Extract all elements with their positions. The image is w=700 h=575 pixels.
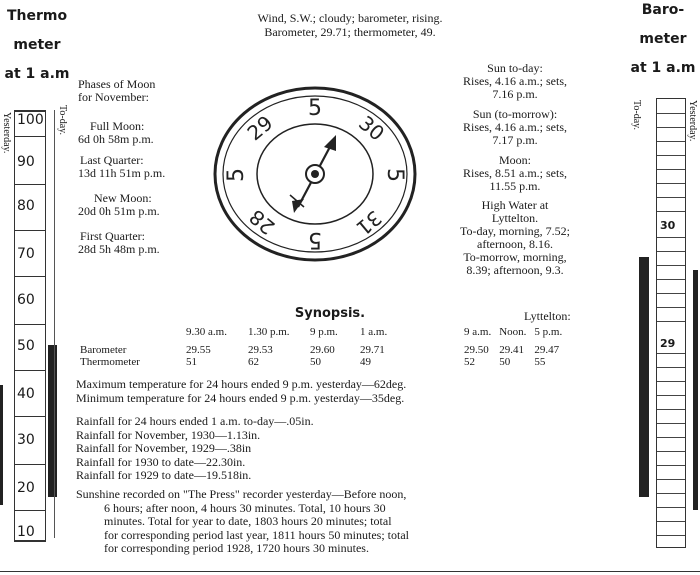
- thermometer-today-label: To-day.: [57, 105, 68, 136]
- last-quarter-time: 13d 11h 51m p.m.: [78, 166, 166, 180]
- cell-value: 55: [534, 356, 546, 368]
- sun-today-line: Rises, 4.16 a.m.; sets,: [463, 74, 567, 88]
- moon-heading: Moon:: [498, 153, 531, 167]
- time-header: 1.30 p.m.: [248, 326, 290, 338]
- barometer-scale: [656, 98, 686, 548]
- row-label: Barometer: [80, 344, 127, 356]
- cell-value: 62: [248, 356, 259, 368]
- thermometer-tick: [15, 136, 45, 137]
- sunshine-block: [76, 488, 636, 556]
- barometer-tick: [657, 279, 685, 280]
- thermometer-tick: [15, 230, 45, 231]
- sun-tomorrow-line: Rises, 4.16 a.m.; sets,: [463, 120, 567, 134]
- dial-number: 5: [224, 168, 249, 182]
- thermometer-title: [0, 8, 74, 82]
- barometer-tick: [657, 535, 685, 536]
- thermometer-tick: [15, 370, 45, 371]
- thermometer-tick: [15, 324, 45, 325]
- cell-value: 50: [310, 356, 321, 368]
- thermometer-scale-label: 90: [17, 154, 35, 170]
- barometer-tick: [657, 465, 685, 466]
- high-water-line: To-morrow, morning,: [463, 250, 567, 264]
- cell-value: 52: [464, 356, 475, 368]
- sunshine-line: minutes. Total for year to date, 1803 hours 20 minutes; total: [104, 514, 392, 528]
- lyttelton-time-header: 9 a.m.: [464, 326, 492, 338]
- cell-value: 29.60: [310, 344, 335, 356]
- high-water-line: Lyttelton.: [491, 211, 539, 225]
- record-line: Rainfall for 1929 to date—19.518in.: [76, 468, 252, 482]
- time-header: 9 p.m.: [310, 326, 338, 338]
- sunshine-line: 6 hours; after noon, 4 hours 30 minutes. Total, 10 hours 30: [104, 500, 386, 515]
- cell-value: 29.47: [534, 344, 560, 356]
- barometer-tick: [657, 293, 685, 294]
- thermometer-scale-label: 70: [17, 246, 35, 262]
- synopsis-table: [76, 326, 566, 368]
- barometer-tick: [657, 493, 685, 494]
- barometer-tick: [657, 155, 685, 156]
- thermometer-tick: [15, 510, 45, 511]
- barometer-tick: [657, 169, 685, 170]
- barometer-title: [626, 2, 700, 76]
- dial-number: 5: [308, 96, 322, 121]
- barometer-mercury-right: [693, 270, 698, 510]
- barometer-tick: [657, 141, 685, 142]
- cell-value: 29.41: [499, 344, 524, 356]
- barometer-tick: [657, 367, 685, 368]
- barometer-tick: [657, 479, 685, 480]
- dial-number: 29: [242, 110, 278, 146]
- thermometer-scale: [14, 110, 46, 542]
- dial-hub-center: [311, 170, 319, 178]
- barometer-tick: [657, 451, 685, 452]
- sun-today-heading: Sun to-day:: [487, 61, 543, 75]
- sun-tomorrow-line: 7.17 p.m.: [492, 133, 538, 147]
- wind-line: Wind, S.W.; cloudy; barometer, rising.: [257, 11, 443, 25]
- barometer-line: Barometer, 29.71; thermometer, 49.: [264, 25, 436, 39]
- thermometer-scale-label: 50: [17, 338, 35, 354]
- sunshine-line: Sunshine recorded on "The Press" recorder yesterday—Before noon,: [76, 487, 407, 501]
- thermometer-scale-label: 20: [17, 480, 35, 496]
- time-header: 9.30 a.m.: [186, 326, 227, 338]
- records-block: [76, 378, 636, 489]
- barometer-tick: [657, 353, 685, 354]
- cell-value: 51: [186, 356, 197, 368]
- barometer-tick: [657, 507, 685, 508]
- barometer-tick: [657, 437, 685, 438]
- first-quarter-time: 28d 5h 48m p.m.: [78, 242, 160, 256]
- sunshine-line: for corresponding period last year, 1811 hours 50 minutes; total: [104, 527, 410, 542]
- moon-line: Rises, 8.51 a.m.; sets,: [463, 166, 567, 180]
- full-moon-label: Full Moon:: [90, 119, 145, 133]
- thermometer-title-line: meter: [13, 37, 61, 53]
- moon-line: 11.55 p.m.: [489, 179, 541, 193]
- record-line: Maximum temperature for 24 hours ended 9 p.m. yesterday—62deg.: [76, 377, 407, 391]
- thermometer-tick: [15, 416, 45, 417]
- first-quarter-label: First Quarter:: [80, 229, 145, 243]
- synopsis-title: Synopsis.: [294, 306, 366, 321]
- barometer-scale-label: 30: [660, 219, 676, 232]
- cell-value: 49: [360, 356, 371, 368]
- barometer-title-line: at 1 a.m: [630, 60, 696, 76]
- new-moon-time: 20d 0h 51m p.m.: [78, 204, 160, 218]
- lyttelton-heading: Lyttelton:: [524, 309, 571, 323]
- sunshine-line: for corresponding period 1928, 1720 hours 30 minutes.: [104, 541, 369, 555]
- record-line: Minimum temperature for 24 hours ended 9 p.m. yesterday—35deg.: [76, 390, 405, 405]
- thermometer-scale-label: 80: [17, 198, 35, 214]
- thermometer-title-line: at 1 a.m: [4, 66, 70, 82]
- row-label: Thermometer: [80, 356, 140, 368]
- sun-today-line: 7.16 p.m.: [492, 87, 538, 101]
- barometer-tick: [657, 113, 685, 114]
- full-moon-time: 6d 0h 58m p.m.: [78, 132, 154, 146]
- moon-phases: [78, 78, 218, 256]
- record-line: Rainfall for November, 1929—.38in: [76, 441, 252, 455]
- thermometer-scale-label: 30: [17, 432, 35, 448]
- record-line: Rainfall for 1930 to date—22.30in.: [76, 454, 246, 469]
- barometer-tick: [657, 423, 685, 424]
- sun-moon-info: [430, 62, 600, 277]
- high-water-line: afternoon, 8.16.: [477, 237, 553, 251]
- thermometer-title-line: Thermo: [6, 8, 68, 24]
- table-row: [76, 344, 566, 356]
- barometer-tick: [657, 237, 685, 238]
- cell-value: 29.50: [464, 344, 489, 356]
- table-row: [76, 356, 566, 368]
- thermometer-tick: [15, 464, 45, 465]
- barometer-tick: [657, 395, 685, 396]
- barometer-tick: [657, 307, 685, 308]
- lyttelton-time-header: 5 p.m.: [534, 326, 563, 338]
- thermometer-mercury-left: [0, 385, 3, 505]
- moon-phases-heading: for November:: [78, 90, 149, 104]
- barometer-tick: [657, 381, 685, 382]
- barometer-tick: [657, 321, 685, 322]
- wind-dial: [212, 85, 418, 263]
- barometer-tick: [657, 183, 685, 184]
- cell-value: 29.53: [248, 344, 273, 356]
- cell-value: 29.55: [186, 344, 211, 356]
- barometer-tick: [657, 127, 685, 128]
- dial-number: 5: [382, 168, 407, 182]
- dial-number: 28: [244, 204, 280, 240]
- thermometer-scale-label: 40: [17, 386, 35, 402]
- dial-number: 31: [351, 205, 387, 241]
- barometer-tick: [657, 409, 685, 410]
- barometer-tick: [657, 265, 685, 266]
- lyttelton-time-header: Noon.: [499, 326, 527, 338]
- thermometer-tick: [15, 276, 45, 277]
- barometer-yesterday-label: Yesterday.: [687, 100, 698, 142]
- thermometer-mini-ticks: [44, 110, 55, 538]
- barometer-title-line: Baro-: [641, 2, 685, 18]
- high-water-heading: High Water at: [481, 198, 549, 212]
- record-line: Rainfall for November, 1930—1.13in.: [76, 427, 261, 442]
- thermometer-tick: [15, 184, 45, 185]
- new-moon-label: New Moon:: [94, 191, 152, 205]
- sun-tomorrow-heading: Sun (to-morrow):: [472, 107, 558, 121]
- barometer-tick: [657, 197, 685, 198]
- barometer-scale-label: 29: [660, 337, 676, 350]
- high-water-line: To-day, morning, 7.52;: [459, 224, 571, 238]
- high-water-line: 8.39; afternoon, 9.3.: [466, 263, 564, 277]
- cell-value: 50: [499, 356, 511, 368]
- time-header: 1 a.m.: [360, 326, 388, 338]
- moon-phases-heading: Phases of Moon: [78, 77, 156, 91]
- barometer-mercury-column: [639, 257, 649, 497]
- dial-number: 5: [308, 227, 322, 252]
- bottom-rule: [0, 571, 700, 572]
- thermometer-scale-label: 10: [17, 524, 35, 540]
- barometer-tick: [657, 521, 685, 522]
- record-line: Rainfall for 24 hours ended 1 a.m. to-day—.05in.: [76, 414, 314, 428]
- barometer-tick: [657, 251, 685, 252]
- thermometer-yesterday-label: Yesterday.: [1, 112, 12, 154]
- dial-number: 30: [354, 110, 390, 146]
- barometer-today-label: To-day.: [631, 100, 642, 131]
- barometer-title-line: meter: [639, 31, 687, 47]
- barometer-tick: [657, 211, 685, 212]
- thermometer-scale-label: 60: [17, 292, 35, 308]
- thermometer-scale-label: 100: [17, 112, 44, 128]
- cell-value: 29.71: [360, 344, 385, 356]
- last-quarter-label: Last Quarter:: [80, 153, 144, 167]
